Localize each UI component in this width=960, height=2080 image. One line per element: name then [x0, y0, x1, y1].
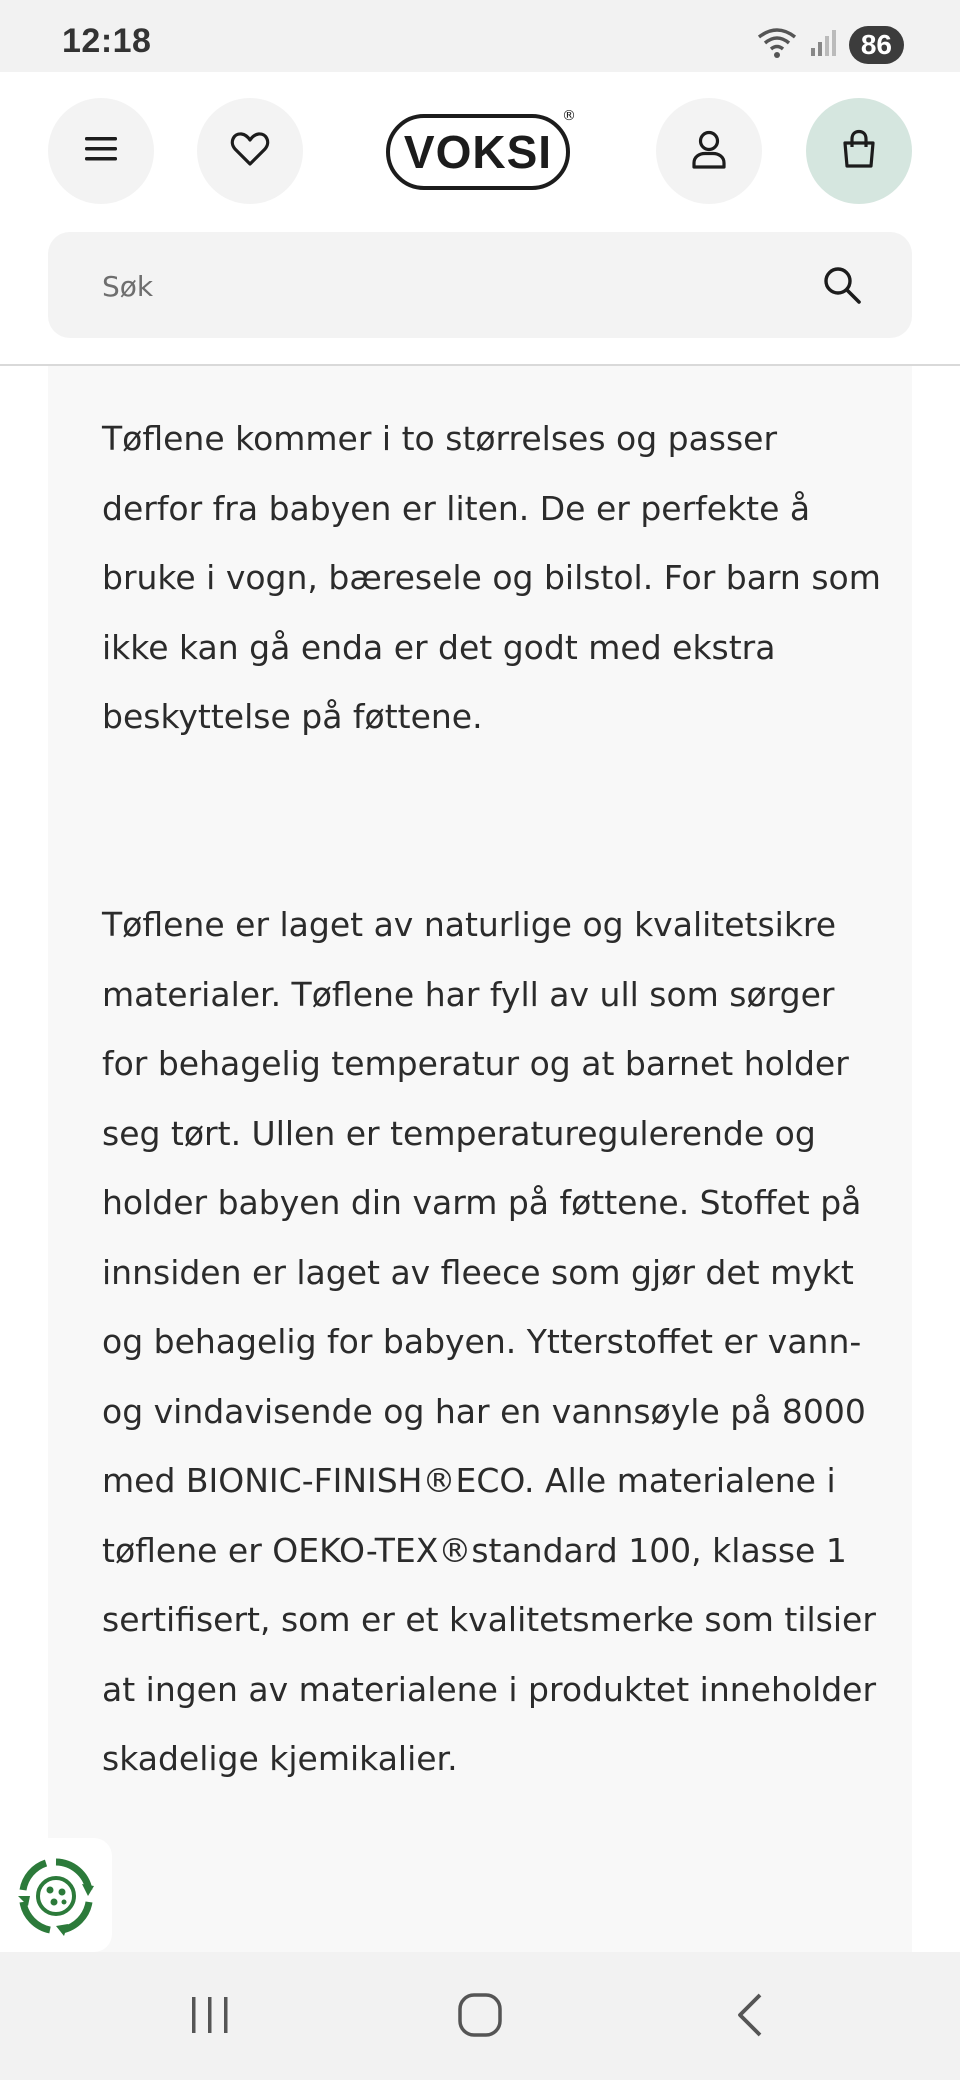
status-bar	[0, 0, 960, 72]
logo-text: VOKSI	[403, 126, 553, 178]
description-paragraph: Tøflene er laget av naturlige og kvalitetsikre materialer. Tøflene har fyll av ull som sørger for behagelig temperatur og at barnet holder seg tørt. Ullen er temperaturegulerende og holder babyen din varm på føttene. Stoffet på innsiden er laget av fleece som gjør det mykt og behagelig for babyen. Ytterstoffet er vann-og vindavisende og har en vannsøyle på 8000 med BIONIC-FINISH®ECO. Alle materialene i tøflene er OEKO-TEX®standard 100, klasse 1 sertifisert, som er et kvalitetsmerke som tilsier at ingen av materialene i produktet inneholder skadelige kjemikalier.	[102, 905, 877, 1778]
voksi-logo[interactable]	[386, 114, 570, 190]
wifi-icon	[757, 27, 797, 63]
home-icon	[456, 1991, 504, 2043]
recent-apps-button[interactable]	[160, 1982, 260, 2052]
signal-icon	[809, 28, 837, 62]
system-nav-bar	[0, 1952, 960, 2080]
logo-registered-mark: ®	[562, 108, 576, 124]
status-icons	[757, 26, 904, 64]
cart-icon	[841, 129, 877, 173]
status-time: 12:18	[62, 22, 152, 60]
description-paragraph: Tøflene kommer i to størrelses og passer derfor fra babyen er liten. De er perfekte å bruke i vogn, bæresele og bilstol. For barn som ikke kan gå enda er det godt med ekstra beskyttelse på føttene.	[102, 419, 881, 736]
wishlist-button[interactable]	[197, 98, 303, 204]
recycle-icon	[16, 1856, 96, 1940]
back-button[interactable]	[700, 1982, 800, 2052]
search-input[interactable]	[100, 258, 804, 314]
product-description	[48, 366, 912, 1952]
home-button[interactable]	[430, 1982, 530, 2052]
back-icon	[732, 1991, 768, 2043]
search-bar	[48, 232, 912, 338]
heart-icon	[230, 131, 270, 171]
account-button[interactable]	[656, 98, 762, 204]
recent-apps-icon	[188, 1993, 232, 2041]
cart-button[interactable]	[806, 98, 912, 204]
battery-level: 86	[849, 26, 904, 64]
menu-button[interactable]	[48, 98, 154, 204]
menu-icon	[83, 134, 119, 168]
search-icon[interactable]	[822, 265, 862, 309]
user-icon	[691, 129, 727, 173]
eco-badge-widget[interactable]	[0, 1838, 112, 1952]
site-header	[0, 72, 960, 366]
